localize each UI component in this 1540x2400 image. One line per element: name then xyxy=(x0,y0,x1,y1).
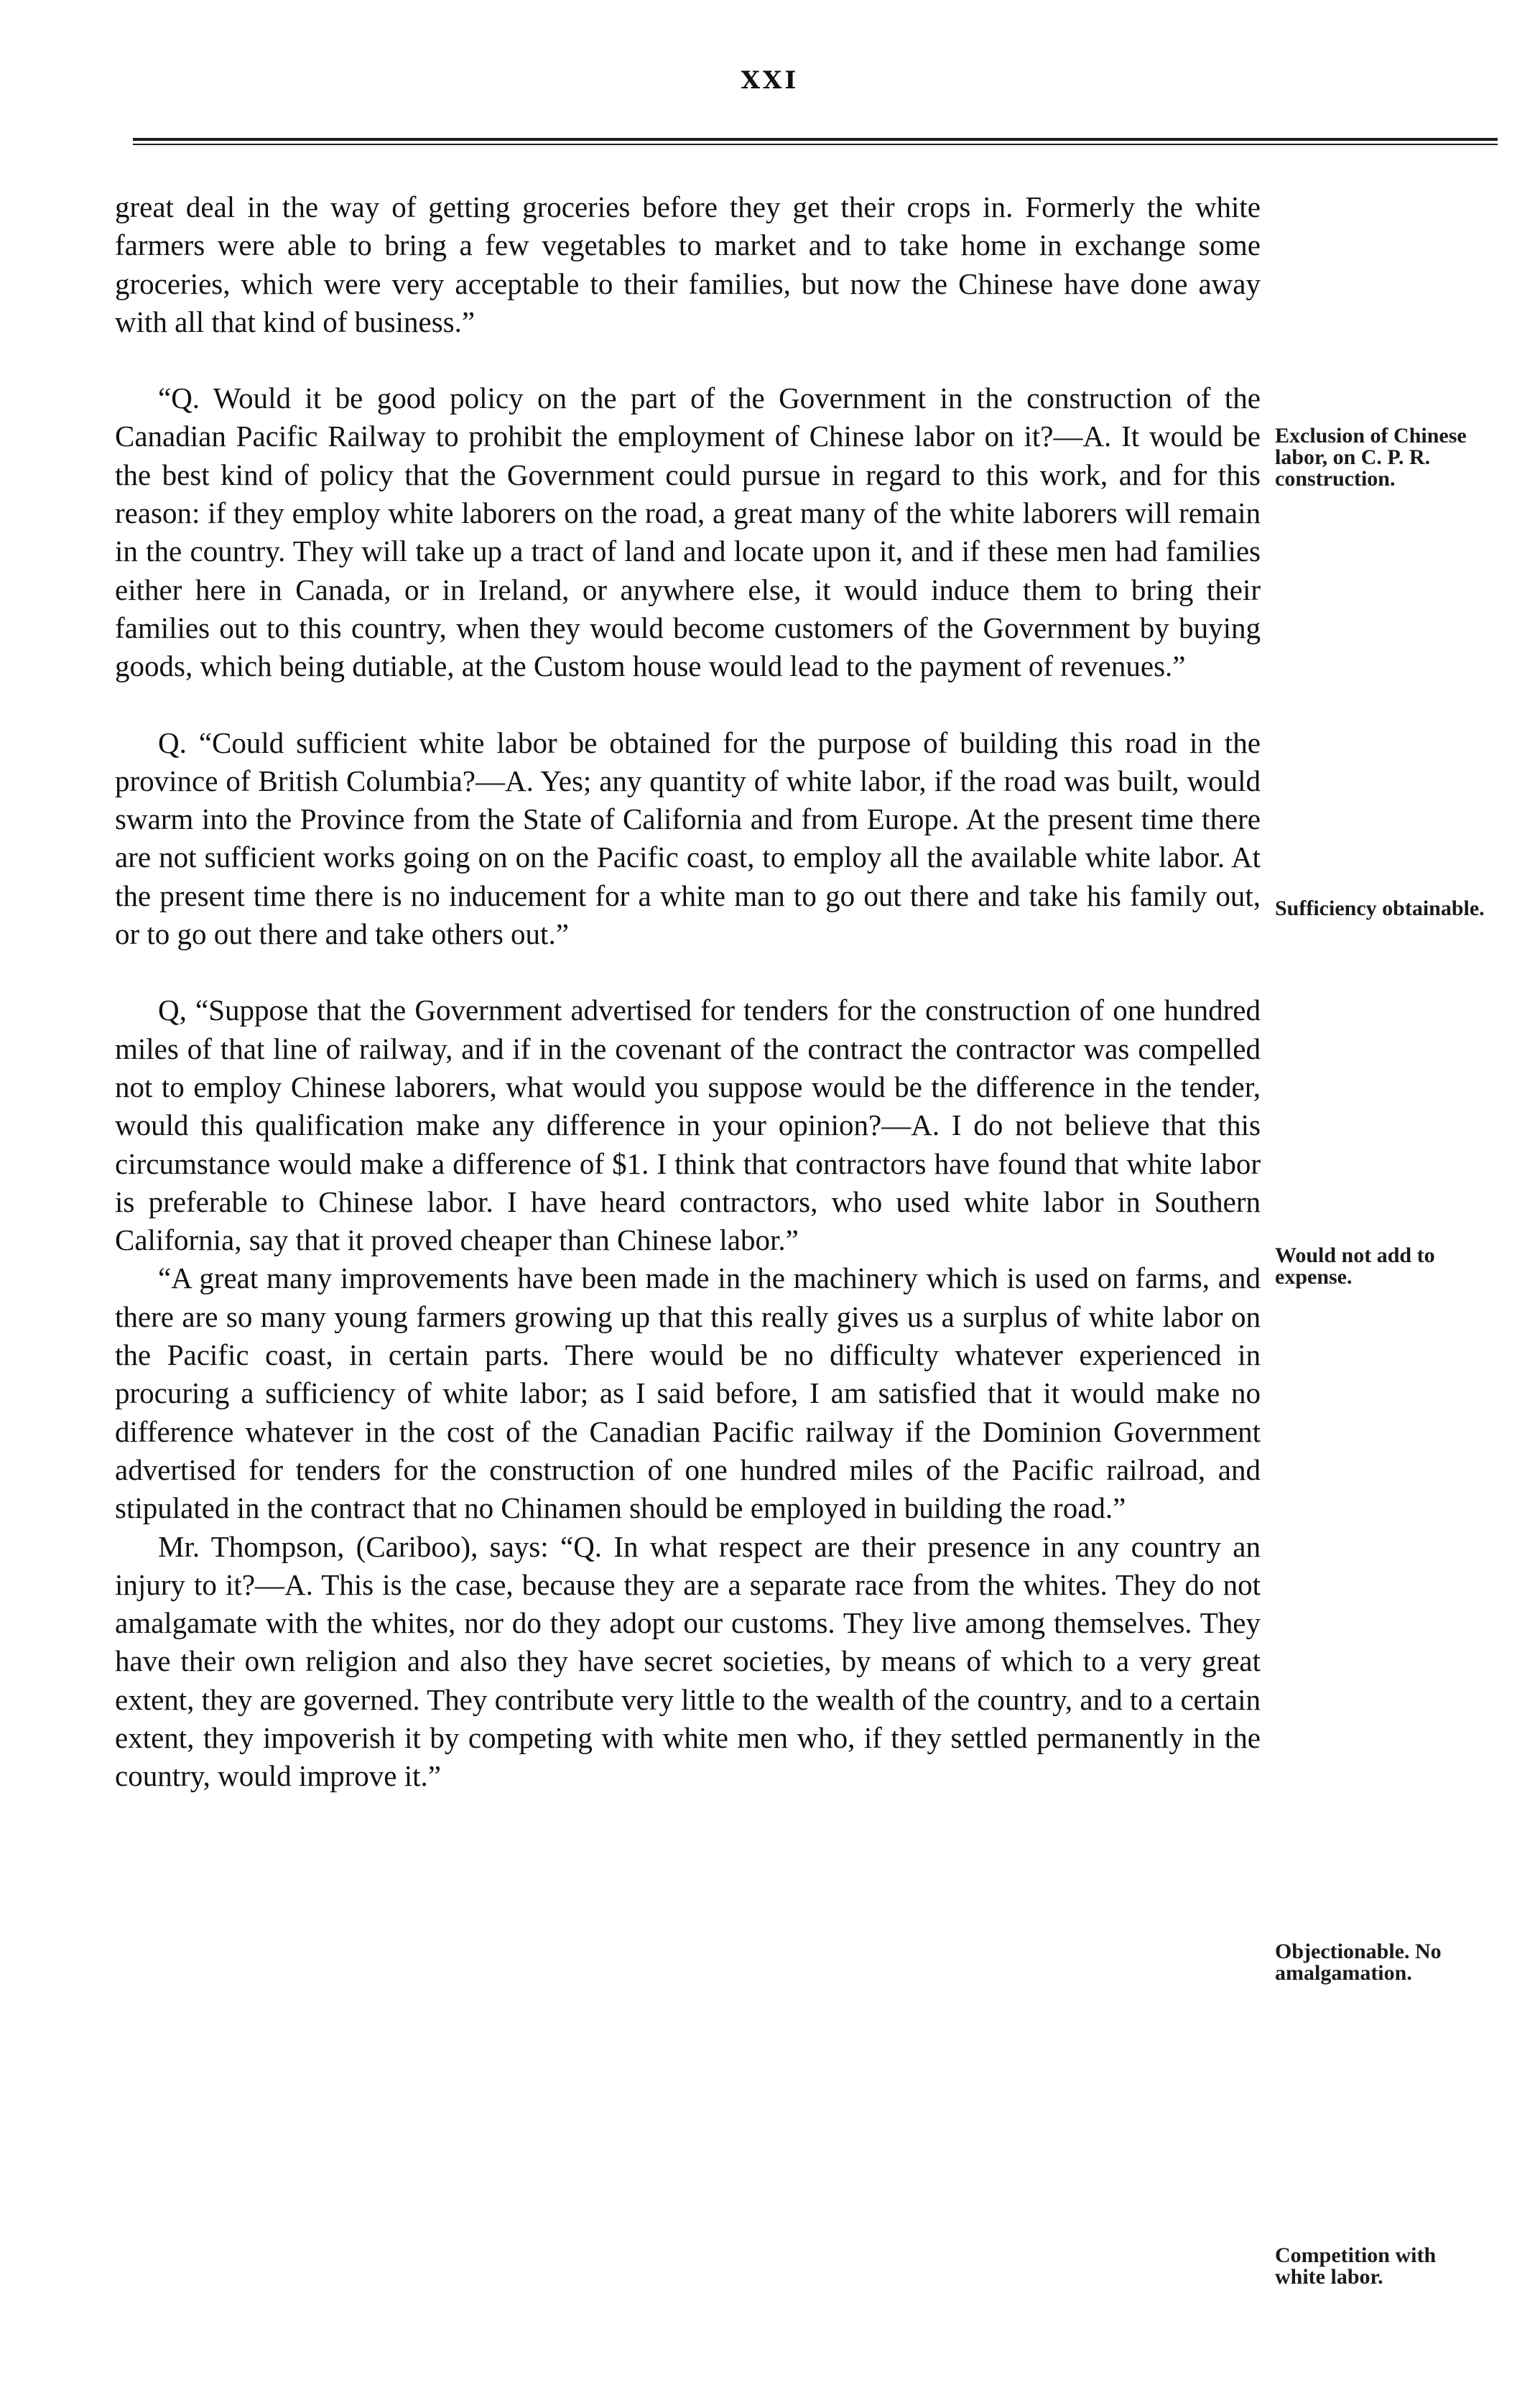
marginal-note-expense: Would not add to expense. xyxy=(1275,1243,1435,1289)
page-number: XXI xyxy=(741,66,799,95)
header-rule-thin xyxy=(133,144,1498,145)
marginal-note-exclusion: Exclusion of Chinese labor, on C. P. R. construction. xyxy=(1275,424,1467,491)
paragraph-4: Q, “Suppose that the Government advertised for tenders for the construction of one hundred miles of that line of railway, and if in the covenant of the contract the contractor was compelled not to employ Chinese laborers, what would you suppose would be the difference in the tender, would this qualification make any difference in your opinion?—A. I do not believe that this circumstance would make a difference of $1. I think that contractors have found that white labor is preferable to Chinese labor. I have heard contractors, who used white labor in Southern California, say that it proved cheaper than Chinese labor.” xyxy=(115,993,1261,1257)
marginal-note-objectionable: Objectionable. No amalgamation. xyxy=(1275,1940,1442,1985)
header-rule xyxy=(133,138,1498,141)
main-text xyxy=(115,188,1261,1796)
paragraph-3: Q. “Could sufficient white labor be obtained for the purpose of building this road in the province of British Columbia?—A. Yes; any quantity of white labor, if the road was built, would swarm into the Province from the State of California and from Europe. At the present time there are not sufficient works going on on the Pacific coast, to employ all the available white labor. At the present time there is no inducement for a white man to go out there and take his family out, or to go out there and take others out.” xyxy=(115,726,1261,951)
marginal-note-competition: Competition with white labor. xyxy=(1275,2243,1437,2289)
paragraph-5: “A great many improvements have been made in the machinery which is used on farms, and there are so many young farmers growing up that this really gives us a surplus of white labor on the Pacific coast, in certain parts. There would be no difficulty whatever experienced in procuring a sufficiency of white labor; as I said before, I am satisfied that it would make no difference whatever in the cost of the Canadian Pacific railway if the Dominion Government advertised for tenders for the construction of one hundred miles of the Pacific railroad, and stipulated in the contract that no Chinamen should be employed in building the road.” xyxy=(115,1261,1261,1525)
paragraph-2: “Q. Would it be good policy on the part of the Government in the construction of the Canadian Pacific Railway to prohibit the employment of Chinese labor on it?—A. It would be the best kind of policy that the Government could pursue in regard to this work, and for this reason: if they employ white laborers on the road, a great many of the white laborers will remain in the country. They will take up a tract of land and locate upon it, and if these men had families either here in Canada, or in Ireland, or anywhere else, it would induce them to bring their families out to this country, when they would become customers of the Government by buying goods, which being dutiable, at the Custom house would lead to the payment of revenues.” xyxy=(115,381,1261,683)
paragraph-6: Mr. Thompson, (Cariboo), says: “Q. In what respect are their presence in any country an injury to it?—A. This is the case, because they are a separate race from the whites. They do not amalgamate with the whites, nor do they adopt our customs. They live among themselves. They have their own religion and also they have secret societies, by means of which to a very great extent, they are governed. They contribute very little to the wealth of the country, and to a certain extent, they impoverish it by competing with white men who, if they settled permanently in the country, would improve it.” xyxy=(115,1529,1261,1793)
paragraph-1: great deal in the way of getting groceries before they get their crops in. Formerly the white farmers were able to bring a few vegetables to market and to take home in exchange some groceries, which were very acceptable to their families, but now the Chinese have done away with all that kind of business.” xyxy=(115,190,1261,338)
marginal-note-sufficiency: Sufficiency obtainable. xyxy=(1275,896,1485,920)
